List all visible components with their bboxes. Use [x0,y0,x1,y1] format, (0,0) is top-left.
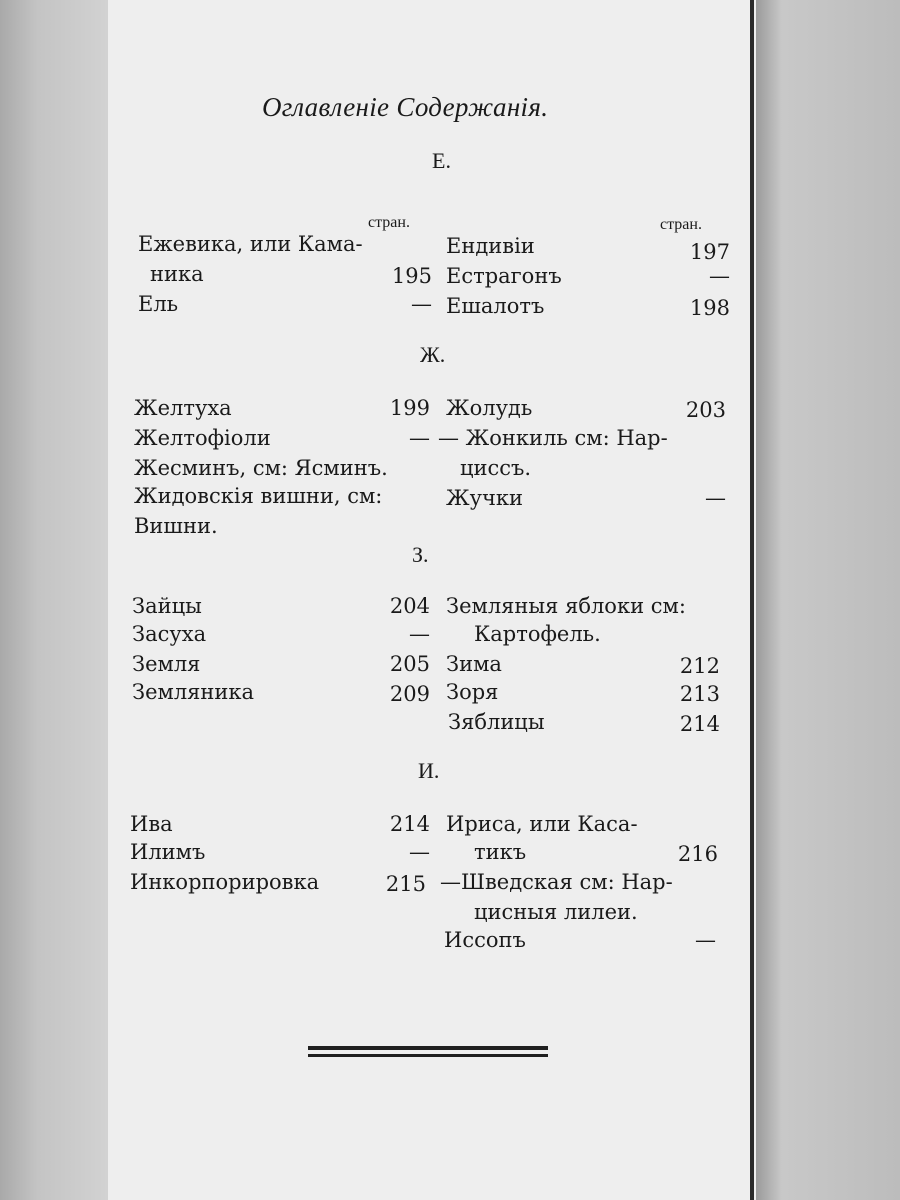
entry-name: Засуха [132,622,207,646]
entry-page: 212 [679,654,720,678]
entry-name: Зоря [446,680,499,704]
page-title: Оглавленіе Содержанія. [262,92,549,122]
entry-name: Ель [138,292,179,316]
entry-name: тикъ [474,840,527,864]
closing-rule-top [308,1046,548,1050]
entry-page: — [709,264,730,288]
entry-name: Вишни. [134,514,218,538]
entry-name: Картофель. [474,622,601,646]
entry-name: циссъ. [460,456,532,480]
entry-name: Иссопъ [444,928,526,952]
entry-name: Земляныя яблоки см: [446,594,686,618]
entry-name: цисныя лилеи. [474,900,638,924]
entry-page: 209 [389,682,430,706]
page-column-header-left: стран. [368,214,410,231]
entry-page: 214 [389,812,430,836]
entry-page: 204 [389,594,430,618]
entry-name: Земляника [132,680,255,704]
entry-page: — [411,292,432,316]
closing-rule-bottom [308,1054,548,1057]
entry-name: Жидовскія вишни, см: [134,484,383,508]
entry-name: Ириса, или Каса- [446,812,638,836]
entry-name: Ешалотъ [446,294,545,318]
entry-page: 197 [689,240,730,264]
entry-page: — [409,622,430,646]
scan-background-right [756,0,900,1200]
entry-name: Желтофіоли [134,426,271,450]
page-column-header-right: стран. [660,216,702,233]
entry-page: — [695,928,716,952]
entry-page: 214 [679,712,720,736]
entry-name: Зайцы [132,594,202,618]
entry-name: Зима [446,652,502,676]
entry-page: — [409,840,430,864]
entry-page: 216 [677,842,718,866]
entry-name: Жесминъ, см: Ясминъ. [134,456,388,480]
entry-page: 199 [389,396,430,420]
section-letter-i: И. [418,758,440,783]
entry-name: Ендивіи [446,234,535,258]
entry-page: 203 [685,398,726,422]
section-letter-e: Е. [432,148,451,173]
section-letter-z: З. [412,542,429,567]
entry-name: Илимъ [130,840,206,864]
entry-name: Естрагонъ [446,264,562,288]
entry-page: 195 [391,264,432,288]
entry-name: — Жонкиль см: Нар- [438,426,668,450]
entry-name: Жучки [446,486,523,510]
entry-name: Земля [132,652,201,676]
entry-name: Инкорпорировка [130,870,320,894]
entry-page: — [705,486,726,510]
entry-name: Жолудь [446,396,533,420]
entry-page: 205 [389,652,430,676]
entry-name: Ива [130,812,173,836]
entry-name: —Шведская см: Нар- [440,870,673,894]
section-letter-zh: Ж. [420,342,446,367]
entry-name: Зяблицы [448,710,545,734]
entry-page: 198 [689,296,730,320]
entry-page: 215 [385,872,426,896]
entry-page: 213 [679,682,720,706]
entry-page: — [409,426,430,450]
entry-name: ника [150,262,204,286]
scan-background-left [0,0,108,1200]
page-edge [750,0,754,1200]
entry-name: Желтуха [134,396,232,420]
entry-name: Ежевика, или Кама- [138,232,363,256]
